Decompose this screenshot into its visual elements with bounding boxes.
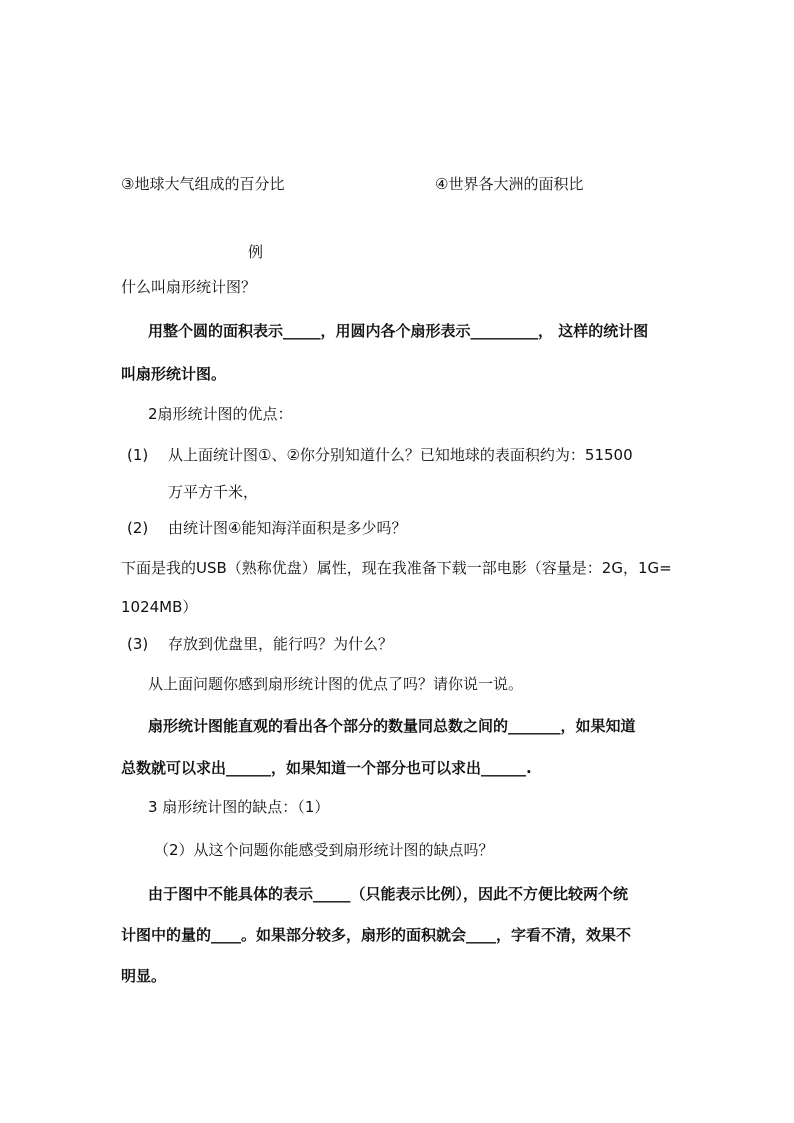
q2-conclusion-line1: 扇形统计图能直观的看出各个部分的数量同总数之间的_______，如果知道 xyxy=(148,717,636,735)
example-label: 例 xyxy=(248,243,264,261)
q2-item3: 存放到优盘里，能行吗？为什么？ xyxy=(168,635,394,653)
q3-heading: 3 扇形统计图的缺点：（1） xyxy=(148,798,330,816)
q2-conclusion-line2: 总数就可以求出______，如果知道一个部分也可以求出______. xyxy=(121,759,532,777)
q3-conclusion-line3: 明显。 xyxy=(121,967,167,985)
q2-item2: 由统计图④能知海洋面积是多少吗？ xyxy=(168,519,407,537)
usb-line1: 下面是我的USB（熟称优盘）属性，现在我准备下载一部电影（容量是：2G，1G= xyxy=(121,559,672,577)
q2-item2-marker: (2) xyxy=(127,519,149,537)
q1-definition-line2: 叫扇形统计图。 xyxy=(121,365,227,383)
chart3-caption: ③地球大气组成的百分比 xyxy=(121,175,285,193)
q2-item1-marker: (1) xyxy=(127,446,149,464)
q2-heading: 2扇形统计图的优点： xyxy=(148,405,293,423)
q3-conclusion-line1: 由于图中不能具体的表示_____（只能表示比例），因此不方便比较两个统 xyxy=(148,885,629,903)
q2-item1-line2: 万平方千米， xyxy=(168,483,259,501)
usb-line2: 1024MB） xyxy=(121,598,198,616)
q1-heading: 什么叫扇形统计图？ xyxy=(121,278,257,296)
q2-prompt: 从上面问题你感到扇形统计图的优点了吗？请你说一说。 xyxy=(148,675,524,693)
chart4-caption: ④世界各大洲的面积比 xyxy=(435,175,584,193)
q3-item2: （2）从这个问题你能感受到扇形统计图的缺点吗？ xyxy=(154,841,494,859)
q3-conclusion-line2: 计图中的量的____。如果部分较多，扇形的面积就会____，字看不清，效果不 xyxy=(121,926,632,944)
q1-definition-line1: 用整个圆的面积表示_____，用圆内各个扇形表示_________， 这样的统计图 xyxy=(148,322,649,340)
q2-item3-marker: (3) xyxy=(127,635,149,653)
q2-item1-line1: 从上面统计图①、②你分别知道什么？已知地球的表面积约为：51500 xyxy=(168,446,633,464)
